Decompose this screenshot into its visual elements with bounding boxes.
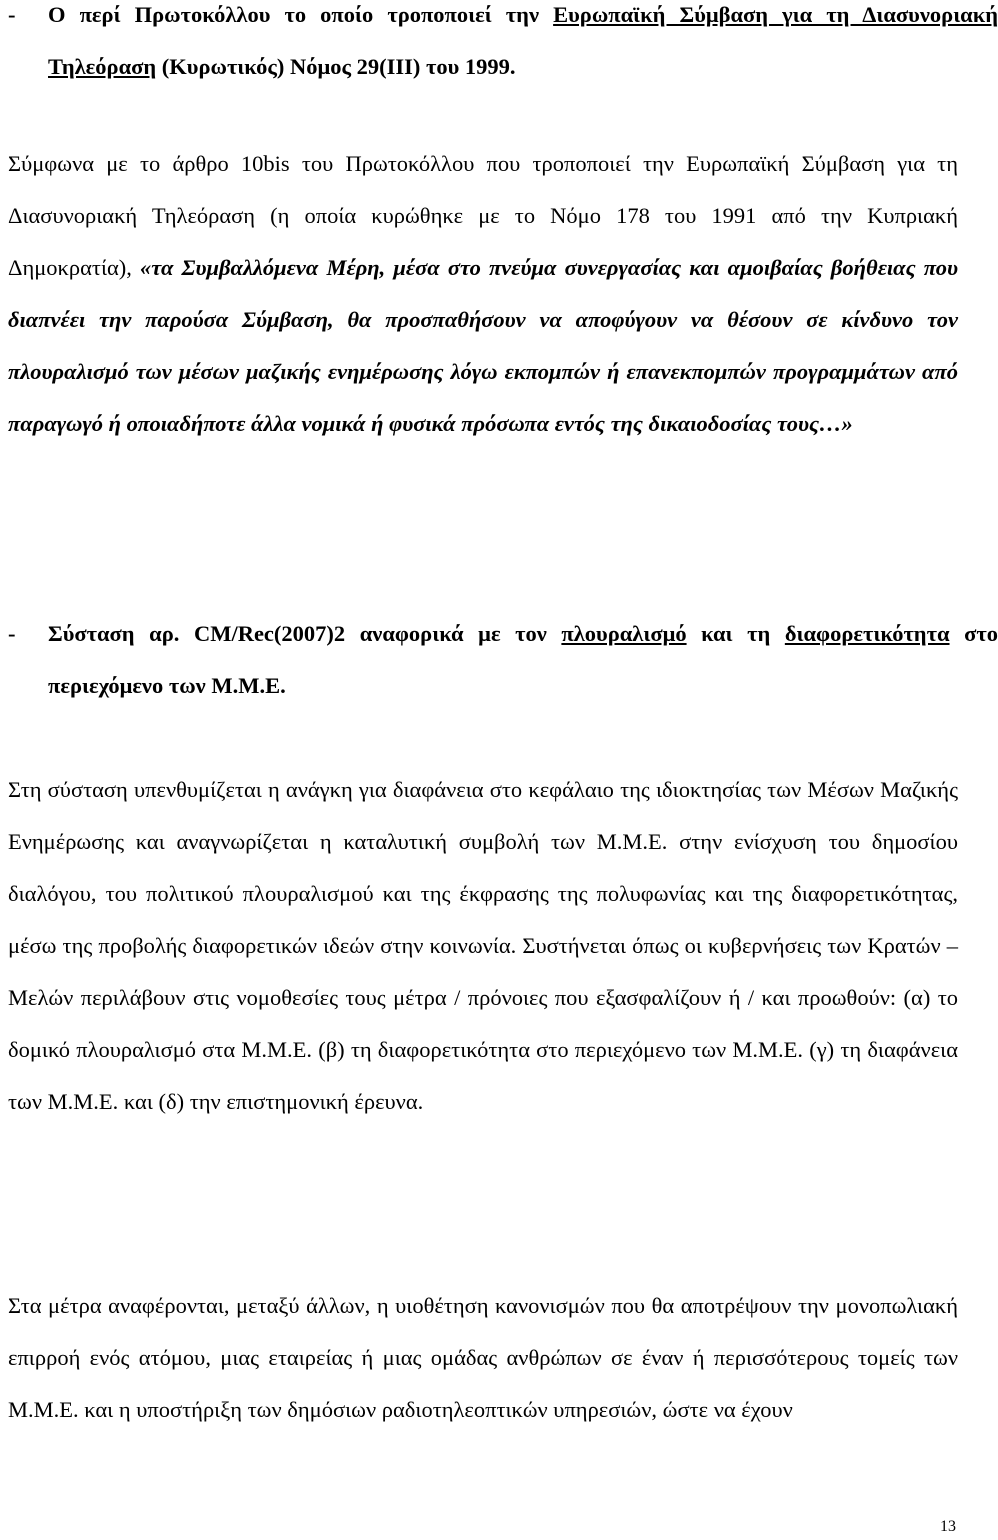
- paragraph-article-10bis: [8, 138, 958, 450]
- bullet-text: στο περιεχόμενο των Μ.Μ.Ε.: [48, 621, 998, 698]
- bullet-dash: -: [8, 621, 16, 646]
- convention-link-text: Ευρωπαϊκή Σύμβαση για τη Διασυνοριακή Τηλεόραση: [48, 2, 998, 79]
- quoted-article-text: «τα Συμβαλλόμενα Μέρη, μέσα στο πνεύμα συνεργασίας και αμοιβαίας βοήθειας που διαπνέει την παρούσα Σύμβαση, θα προσπαθήσουν να αποφύγουν να θέσουν σε κίνδυνο τον πλουραλισμό των μέσων μαζικής ενημέρωσης λόγω εκπομπών ή επανεκπομπών προγραμμάτων από παραγωγό ή οποιαδήποτε άλλα νομικά ή φυσικά πρόσωπα εντός της δικαιοδοσίας τους…»: [8, 255, 959, 436]
- paragraph-recommendation-details: Στη σύσταση υπενθυμίζεται η ανάγκη για διαφάνεια στο κεφάλαιο της ιδιοκτησίας των Μέσων Μαζικής Ενημέρωσης και αναγνωρίζεται η καταλυτική συμβολή των Μ.Μ.Ε. στην ενίσχυση του δημοσίου διαλόγου, του πολιτικού πλουραλισμού και της έκφρασης της πολυφωνίας και της διαφορετικότητας, μέσω της προβολής διαφορετικών ιδεών στην κοινωνία. Συστήνεται όπως οι κυβερνήσεις των Κρατών – Μελών περιλάβουν στις νομοθεσίες τους μέτρα / πρόνοιες που εξασφαλίζουν ή / και προωθούν: (α) το δομικό πλουραλισμό στα Μ.Μ.Ε. (β) τη διαφορετικότητα στο περιεχόμενο των Μ.Μ.Ε. (γ) τη διαφάνεια των Μ.Μ.Ε. και (δ) την επιστημονική έρευνα.: [8, 777, 958, 1114]
- bullet-protocol-law: [8, 0, 998, 93]
- bullet-text: (Κυρωτικός) Νόμος 29(ΙΙΙ) του 1999.: [156, 54, 516, 79]
- paragraph-measures: Στα μέτρα αναφέρονται, μεταξύ άλλων, η υιοθέτηση κανονισμών που θα αποτρέψουν την μονοπωλιακή επιρροή ενός ατόμου, μιας εταιρείας ή μιας ομάδας ανθρώπων σε έναν ή περισσότερους τομείς των Μ.Μ.Ε. και η υποστήριξη των δημόσιων ραδιοτηλεοπτικών υπηρεσιών, ώστε να έχουν: [8, 1293, 958, 1422]
- underlined-term: πλουραλισμό: [561, 621, 687, 646]
- paragraph-text: Σύμφωνα με το άρθρο 10bis του Πρωτοκόλλου που τροποποιεί την Ευρωπαϊκή Σύμβαση για τη Διασυνοριακή Τηλεόραση (η οποία κυρώθηκε με το Νόμο 178 του 1991 από την Κυπριακή Δημοκρατία),: [8, 151, 958, 280]
- page-number: 13: [940, 1518, 956, 1535]
- bullet-text: και τη: [686, 621, 785, 646]
- bullet-text: Ο περί Πρωτοκόλλου το οποίο τροποποιεί την: [48, 2, 554, 27]
- bullet-text: Σύσταση αρ. CM/Rec(2007)2 αναφορικά με τον: [48, 621, 562, 646]
- underlined-term: διαφορετικότητα: [784, 621, 950, 646]
- bullet-recommendation: [8, 608, 998, 712]
- bullet-dash: -: [8, 2, 16, 27]
